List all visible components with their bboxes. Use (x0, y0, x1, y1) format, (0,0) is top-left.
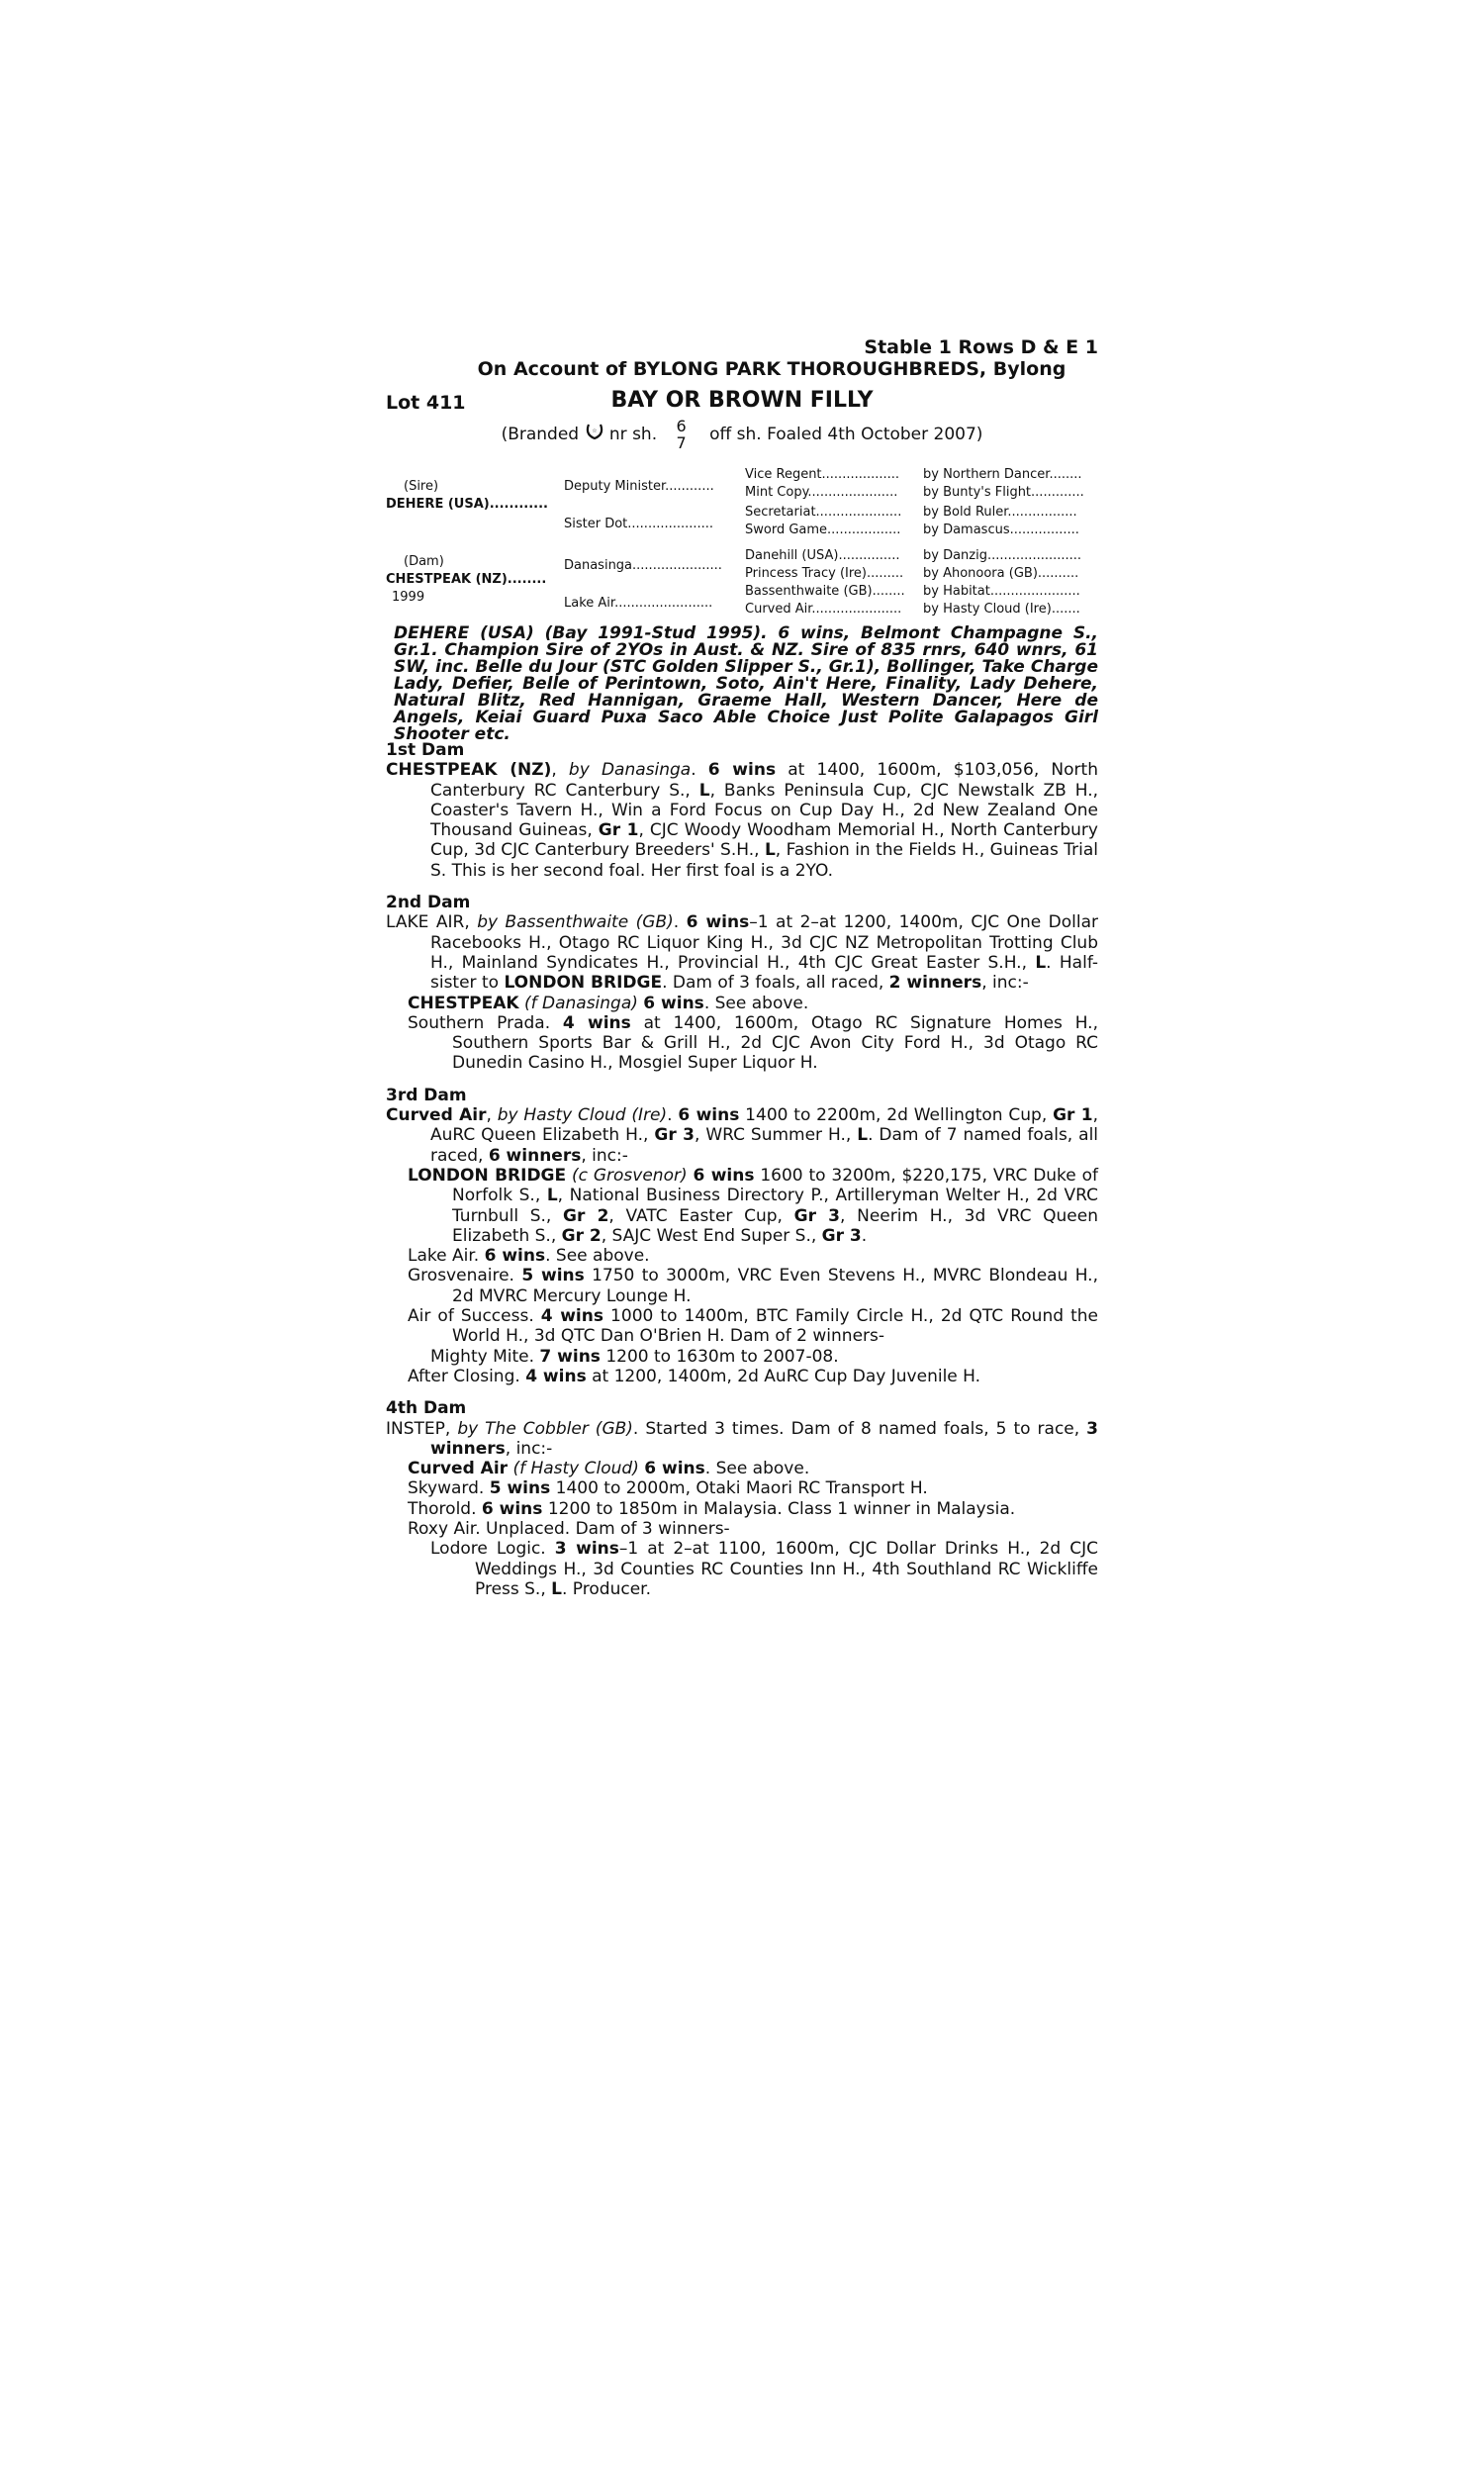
race-text: 1000 to 1400m, BTC Family Circle H., 2d QTC Round the World H., 3d QTC Dan O'Brien H. Dam of 2 winners- (452, 1306, 1098, 1347)
gen2-item: Lake Air........................ (564, 596, 713, 611)
group: Gr 3 (793, 1205, 841, 1226)
winners: 2 winners (888, 973, 982, 994)
race-text: , inc:- (581, 1145, 628, 1166)
gen2-text: Sister Dot (564, 517, 628, 531)
gen2-item: Sister Dot..................... (564, 517, 714, 531)
race-text: –1 at 2–at 1100, 1600m, CJC Dollar Drinks H., 2d CJC Weddings H., 3d Counties RC Counties Inn H., 4th Southland RC Wickliffe Press S., (475, 1539, 1098, 1599)
brand-line (386, 418, 1098, 451)
race-text: 1400 to 2200m, 2d Wellington Cup, (739, 1105, 1054, 1126)
gen3-item: Sword Game.................. (745, 523, 901, 537)
race-text: , VATC Easter Cup, (608, 1205, 794, 1226)
gen3-item: Curved Air...................... (745, 602, 902, 617)
fraction-top: 6 (676, 417, 687, 435)
gen4-item: by Hasty Cloud (Ire)....... (923, 602, 1080, 617)
race-text: , Banks Peninsula Cup, CJC Newstalk ZB H., Coaster's Tavern H., Win a Ford Focus on Cup Day H., 2d New Zealand One Thousand Guineas, (430, 780, 1098, 841)
group: Gr 3 (654, 1125, 695, 1146)
progeny-entry (386, 1246, 1098, 1266)
gen4-item: by Bold Ruler................. (923, 505, 1077, 520)
gen4-text: by Northern Dancer (923, 467, 1050, 482)
progeny-name: Lodore Logic. (430, 1539, 555, 1560)
listed: L (764, 840, 776, 861)
wins: 4 wins (562, 1012, 631, 1033)
dam-sire: by Bassenthwaite (GB) (477, 912, 674, 933)
grandprogeny-entry (386, 1347, 1098, 1367)
third-dam-entry: Curved Air, by Hasty Cloud (Ire). 6 wins 1400 to 2200m, 2d Wellington Cup, Gr 1, AuRC Queen Elizabeth H., Gr 3, WRC Summer H., L. Dam of 7 named foals, all raced, 6 winners, inc:- (386, 1105, 1099, 1166)
second-dam-heading: 2nd Dam (386, 893, 471, 913)
race-text: , Fashion in the Fields H., Guineas Trial S. This is her second foal. Her first foal is a 2YO. (430, 840, 1098, 881)
race-text: . (861, 1225, 868, 1246)
wins: 6 wins (686, 912, 750, 933)
gen4-item: by Damascus................. (923, 523, 1079, 537)
first-dam-heading: 1st Dam (386, 740, 465, 760)
dam-sire: by Danasinga (568, 760, 692, 781)
race-text: . See above. (704, 1459, 810, 1479)
dam-label: (Dam) (404, 554, 444, 569)
sire-name: DEHERE (USA)............ (386, 497, 548, 512)
progeny-sire: (f Danasinga) (523, 993, 638, 1013)
race-text: 1400 to 2000m, Otaki Maori RC Transport H. (550, 1478, 928, 1499)
race-text: . See above. (703, 993, 809, 1013)
group: Gr 2 (563, 1205, 609, 1226)
race-text: 1200 to 1850m in Malaysia. Class 1 winner in Malaysia. (542, 1498, 1016, 1519)
dam-name: Curved Air (386, 1105, 487, 1126)
race-text: , AuRC Queen Elizabeth H., (430, 1105, 1098, 1146)
gen3-text: Sword Game (745, 523, 828, 537)
fourth-dam-entry (386, 1419, 1098, 1460)
listed: L (857, 1125, 869, 1146)
sire-summary: DEHERE (USA) (Bay 1991-Stud 1995). 6 wins, Belmont Champagne S., Gr.1. Champion Sire of 2YOs in Aust. & NZ. Sire of 835 rnrs, 640 wnrs, 61 SW, inc. Belle du Jour (STC Golden Slipper S., Gr.1), Bollinger, Take Charge Lady, Defier, Belle of Perintown, Soto, Ain't Here, Finality, Lady Dehere, Natural Blitz, Red Hannigan, Graeme Hall, Western Dancer, Here de Angels, Keiai Guard Puxa Saco Able Choice Just Polite Galapagos Girl Shooter etc. (394, 623, 1098, 744)
wins: 6 wins (481, 1498, 543, 1519)
gen3-item: Danehill (USA)............... (745, 548, 900, 563)
progeny-entry (386, 1166, 1098, 1246)
gen3-text: Princess Tracy (Ire) (745, 566, 867, 581)
stable-location: Stable 1 Rows D & E 1 (864, 336, 1098, 358)
sire-name-text: DEHERE (USA) (386, 497, 490, 512)
sire-label: (Sire) (404, 479, 439, 494)
gen4-item: by Habitat...................... (923, 584, 1080, 599)
race-text: . See above. (545, 1246, 650, 1267)
gen4-item: by Ahonoora (GB).......... (923, 566, 1079, 581)
wins: 4 wins (525, 1366, 587, 1386)
progeny-entry (386, 1367, 1098, 1386)
race-text: . Half-sister to (430, 952, 1099, 994)
dam-sire: by The Cobbler (GB) (457, 1418, 633, 1439)
wins: 7 wins (539, 1346, 601, 1367)
group: Gr 3 (821, 1225, 862, 1246)
dam-name: LAKE AIR, (386, 912, 478, 933)
vendor-account: On Account of BYLONG PARK THOROUGHBREDS, Bylong (477, 358, 1067, 380)
gen3-text: Vice Regent (745, 467, 822, 482)
progeny-name: Thorold. (408, 1498, 482, 1519)
race-text: at 1400, 1600m, Otago RC Signature Homes H., Southern Sports Bar & Grill H., 2d CJC Avon City Ford H., 3d Otago RC Dunedin Casino H., Mosgiel Super Liquor H. (452, 1012, 1098, 1074)
progeny-name: CHESTPEAK (408, 993, 519, 1013)
wins: 6 wins (643, 993, 704, 1013)
progeny-name: Lake Air. (408, 1246, 485, 1267)
gen3-item: Bassenthwaite (GB)........ (745, 584, 905, 599)
race-text: at 1200, 1400m, 2d AuRC Cup Day Juvenile H. (586, 1366, 981, 1386)
fourth-dam-heading: 4th Dam (386, 1398, 467, 1419)
progeny-name: Skyward. (408, 1478, 490, 1499)
brand-mid: nr sh. (608, 425, 658, 444)
gen4-text: by Damascus (923, 523, 1010, 537)
progeny-entry (386, 1266, 1098, 1306)
wins: 6 wins (644, 1459, 705, 1479)
race-text: . Started 3 times. Dam of 8 named foals, 5 to race, (632, 1418, 1087, 1439)
wins: 6 wins (484, 1246, 546, 1267)
dam-name-text: CHESTPEAK (NZ) (386, 572, 508, 587)
race-text: , WRC Summer H., (694, 1125, 858, 1146)
first-dam-entry: CHESTPEAK (NZ), by Danasinga. 6 wins at 1400, 1600m, $103,056, North Canterbury RC Canterbury S., L, Banks Peninsula Cup, CJC Newstalk ZB H., Coaster's Tavern H., Win a Ford Focus on Cup Day H., 2d New Zealand One Thousand Guineas, Gr 1, CJC Woody Woodham Memorial H., North Canterbury Cup, 3d CJC Canterbury Breeders' S.H., L, Fashion in the Fields H., Guineas Trial S. This is her second foal. Her first foal is a 2YO. (386, 760, 1098, 881)
group: Gr 1 (1053, 1105, 1093, 1126)
progeny-entry (386, 1499, 1098, 1519)
second-dam-entry: LAKE AIR, by Bassenthwaite (GB). 6 wins–1 at 2–at 1200, 1400m, CJC One Dollar Racebooks H., Otago RC Liquor King H., 3d CJC NZ Metropolitan Trotting Club H., Mainland Syndicates H., Provincial H., 4th CJC Great Easter S.H., L. Half-sister to LONDON BRIDGE. Dam of 3 foals, all raced, 2 winners, inc:- (386, 912, 1099, 994)
winners: 3 winners (430, 1418, 1098, 1459)
gen2-text: Lake Air (564, 596, 615, 611)
gen4-text: by Danzig (923, 548, 987, 563)
gen4-item: by Bunty's Flight............. (923, 485, 1084, 500)
horse-title: BAY OR BROWN FILLY (610, 388, 874, 413)
listed: L (546, 1186, 558, 1206)
gen4-item: by Danzig....................... (923, 548, 1082, 563)
dam-details (386, 740, 1098, 1599)
listed: L (551, 1578, 562, 1599)
race-text: 1600 to 3200m, $220,175, VRC Duke of Norfolk S., (452, 1165, 1099, 1206)
gen4-text: by Ahonoora (GB) (923, 566, 1038, 581)
horseshoe-brand-icon (585, 422, 604, 441)
pedigree-table (386, 463, 1098, 621)
wins: 6 wins (678, 1105, 740, 1126)
progeny-entry (386, 1013, 1098, 1074)
gen2-text: Danasinga (564, 558, 633, 573)
third-dam-heading: 3rd Dam (386, 1085, 467, 1105)
gen3-item: Vice Regent................... (745, 467, 900, 482)
dam-name: CHESTPEAK (NZ) (386, 760, 552, 781)
gen3-item: Secretariat..................... (745, 505, 902, 520)
progeny-name: After Closing. (408, 1366, 526, 1386)
progeny-name: LONDON BRIDGE (408, 1165, 567, 1186)
race-text: , National Business Directory P., Artilleryman Welter H., 2d VRC Turnbull S., (452, 1186, 1098, 1226)
progeny-name: Curved Air (408, 1459, 509, 1479)
brand-fraction (677, 418, 687, 451)
wins: 6 wins (693, 1165, 755, 1186)
wins: 5 wins (521, 1266, 585, 1286)
progeny-sire: (f Hasty Cloud) (512, 1459, 639, 1479)
race-text: –1 at 2–at 1200, 1400m, CJC One Dollar Racebooks H., Otago RC Liquor King H., 3d CJC NZ Metropolitan Trotting Club H., Mainland Syndicates H., Provincial H., 4th CJC Great Easter S.H., (430, 912, 1098, 973)
race-text: . Dam of 7 named foals, all raced, (430, 1125, 1099, 1166)
listed: L (1035, 952, 1047, 973)
gen2-item: Danasinga...................... (564, 558, 722, 573)
race-text: . Dam of 3 foals, all raced, (662, 973, 889, 994)
gen2-text: Deputy Minister (564, 479, 666, 494)
gen3-text: Secretariat (745, 505, 816, 520)
progeny-name: Grosvenaire. (408, 1266, 522, 1286)
race-text: , CJC Woody Woodham Memorial H., North Canterbury Cup, 3d CJC Canterbury Breeders' S.H., (430, 820, 1098, 861)
gen4-text: by Habitat (923, 584, 990, 599)
race-text: 1750 to 3000m, VRC Even Stevens H., MVRC Blondeau H., 2d MVRC Mercury Lounge H. (452, 1266, 1098, 1306)
progeny-name: Southern Prada. (408, 1012, 563, 1033)
group: Gr 2 (561, 1225, 602, 1246)
race-text: , inc:- (505, 1438, 553, 1459)
dam-name: INSTEP, (386, 1418, 458, 1439)
dam-sire: by Hasty Cloud (Ire) (497, 1105, 668, 1126)
race-text: at 1400, 1600m, $103,056, North Canterbury RC Canterbury S., (430, 760, 1098, 801)
progeny-name: Air of Success. (408, 1306, 541, 1327)
race-text: , Neerim H., 3d VRC Queen Elizabeth S., (452, 1205, 1098, 1246)
gen3-text: Danehill (USA) (745, 548, 839, 563)
half-sibling: LONDON BRIDGE (504, 973, 663, 994)
lot-number: Lot 411 (386, 392, 466, 414)
group: Gr 1 (598, 820, 639, 841)
winners: 6 winners (488, 1145, 582, 1166)
gen4-text: by Bunty's Flight (923, 485, 1032, 500)
wins: 6 wins (707, 760, 777, 781)
gen3-item: Mint Copy...................... (745, 485, 898, 500)
brand-suffix: off sh. Foaled 4th October 2007) (709, 425, 983, 444)
dam-year: 1999 (392, 590, 425, 605)
brand-prefix: (Branded (501, 425, 580, 444)
progeny-sire: (c Grosvenor) (572, 1165, 688, 1186)
progeny-entry (386, 1478, 1098, 1498)
race-text: , inc:- (981, 973, 1029, 994)
race-text: , SAJC West End Super S., (601, 1225, 822, 1246)
listed: L (698, 780, 710, 801)
wins: 5 wins (489, 1478, 551, 1499)
fraction-bottom: 7 (676, 433, 687, 452)
progeny-entry (386, 994, 1098, 1013)
svg-text:☆: ☆ (591, 428, 598, 434)
gen3-item: Princess Tracy (Ire)......... (745, 566, 904, 581)
wins: 4 wins (540, 1306, 603, 1327)
gen4-text: by Hasty Cloud (Ire) (923, 602, 1052, 617)
gen3-text: Curved Air (745, 602, 812, 617)
race-text: . Producer. (562, 1578, 651, 1599)
gen2-item: Deputy Minister............ (564, 479, 714, 494)
progeny-entry (386, 1459, 1098, 1478)
race-text: 1200 to 1630m to 2007-08. (600, 1346, 839, 1367)
progeny-entry (386, 1306, 1098, 1347)
gen3-text: Bassenthwaite (GB) (745, 584, 873, 599)
wins: 3 wins (554, 1539, 619, 1560)
progeny-name: Mighty Mite. (430, 1346, 540, 1367)
progeny-entry: Roxy Air. Unplaced. Dam of 3 winners- (408, 1518, 730, 1539)
grandprogeny-entry (386, 1539, 1098, 1599)
gen4-text: by Bold Ruler (923, 505, 1008, 520)
gen4-item: by Northern Dancer........ (923, 467, 1082, 482)
dam-name: CHESTPEAK (NZ)........ (386, 572, 547, 587)
gen3-text: Mint Copy (745, 485, 808, 500)
